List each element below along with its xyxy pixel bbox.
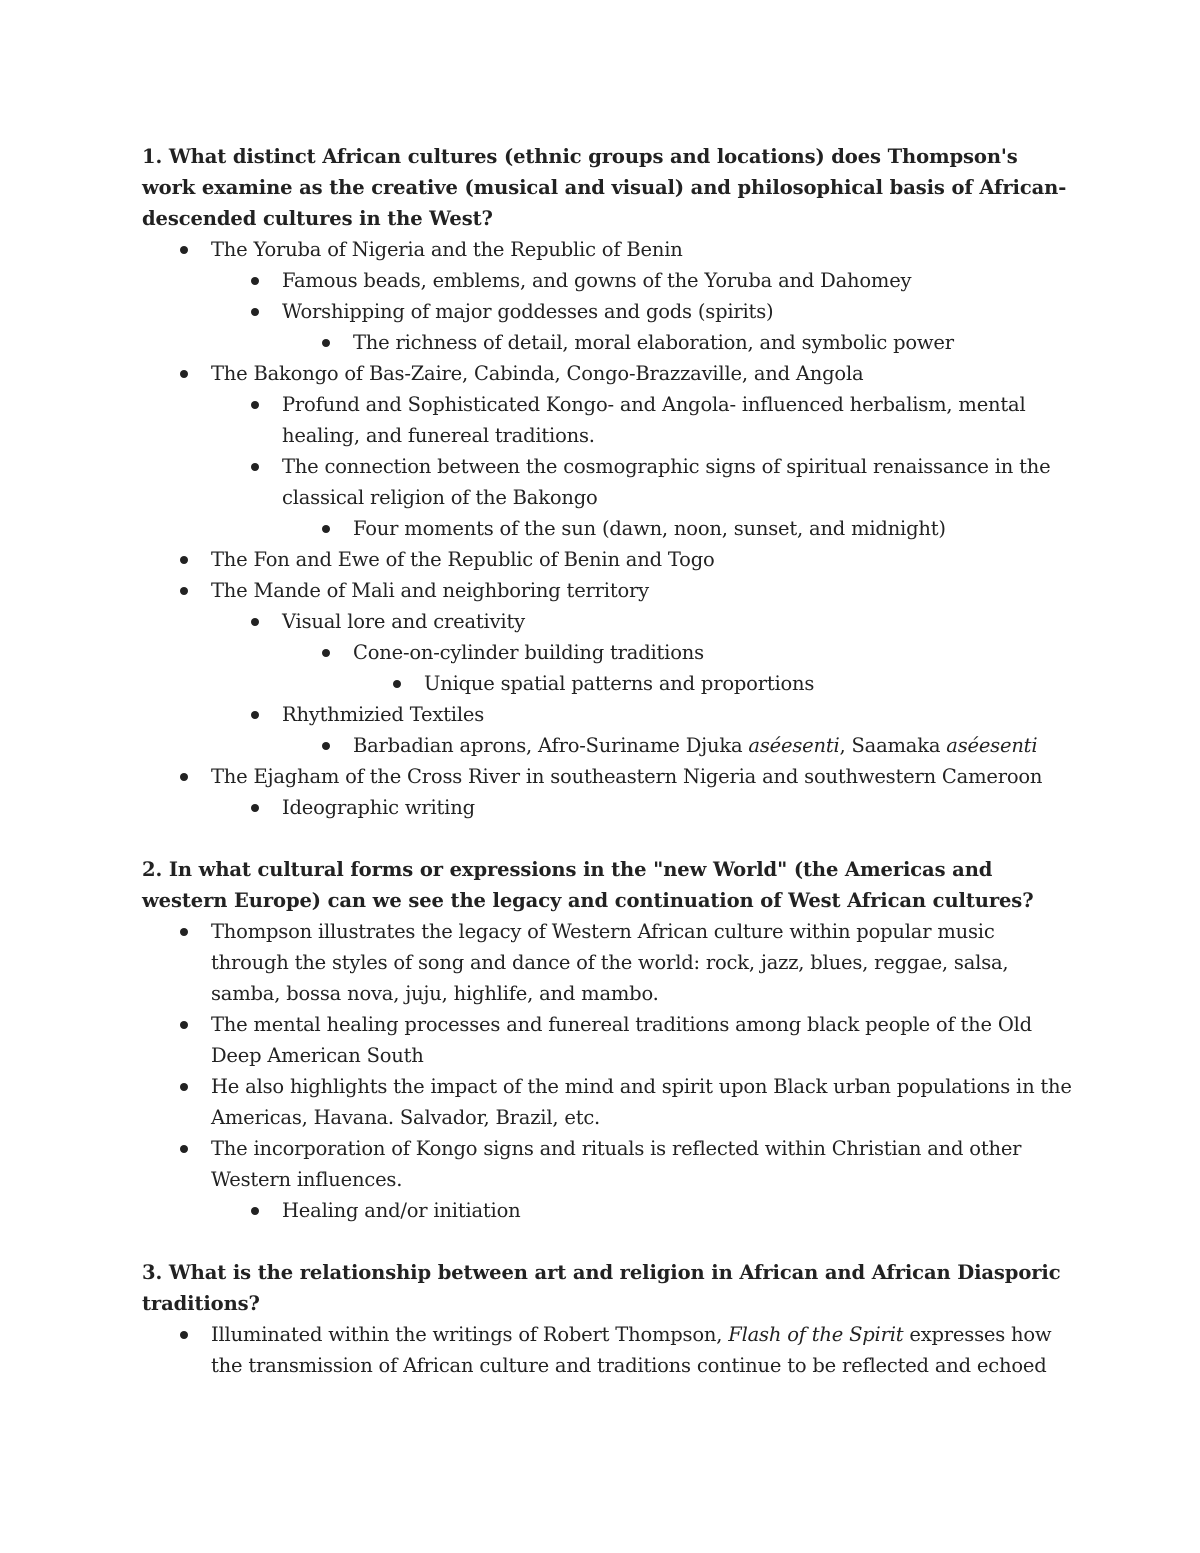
bullet-icon xyxy=(180,246,188,254)
bullet-icon xyxy=(322,649,330,657)
list-item: Thompson illustrates the legacy of Western African culture within popular music through the styles of song and dance of the world: rock, jazz, blues, reggae, salsa, samba, bossa nova, juju, highlife, and mambo. xyxy=(142,916,1072,1009)
list-item: He also highlights the impact of the mind and spirit upon Black urban populations in the Americas, Havana. Salvador, Brazil, etc. xyxy=(142,1071,1072,1133)
list-item: The mental healing processes and funereal traditions among black people of the Old Deep American South xyxy=(142,1009,1072,1071)
bullet-icon xyxy=(251,401,259,409)
list-item: The connection between the cosmographic signs of spiritual renaissance in the classical religion of the Bakongo xyxy=(142,451,1072,513)
bullet-icon xyxy=(180,773,188,781)
list-item: The Mande of Mali and neighboring territory xyxy=(142,575,1072,606)
bullet-icon xyxy=(180,1083,188,1091)
list-item: The richness of detail, moral elaboration, and symbolic power xyxy=(142,327,1072,358)
bullet-icon xyxy=(180,1145,188,1153)
list-item: Ideographic writing xyxy=(142,792,1072,823)
list-item: The Fon and Ewe of the Republic of Benin and Togo xyxy=(142,544,1072,575)
question-3-list xyxy=(142,1319,1072,1381)
list-item: Illuminated within the writings of Robert Thompson, Flash of the Spirit expresses how the transmission of African culture and traditions continue to be reflected and echoed xyxy=(142,1319,1072,1381)
list-item: Unique spatial patterns and proportions xyxy=(142,668,1072,699)
bullet-icon xyxy=(251,618,259,626)
bullet-icon xyxy=(180,1021,188,1029)
list-item: Four moments of the sun (dawn, noon, sunset, and midnight) xyxy=(142,513,1072,544)
list-item: Rhythmizied Textiles xyxy=(142,699,1072,730)
list-item: Worshipping of major goddesses and gods (spirits) xyxy=(142,296,1072,327)
bullet-icon xyxy=(251,711,259,719)
bullet-icon xyxy=(251,277,259,285)
bullet-icon xyxy=(251,804,259,812)
bullet-icon xyxy=(322,525,330,533)
question-2-title: 2. In what cultural forms or expressions in the "new World" (the Americas and western Europe) can we see the legacy and continuation of West African cultures? xyxy=(142,858,1034,912)
list-item: The incorporation of Kongo signs and rituals is reflected within Christian and other Western influences. xyxy=(142,1133,1072,1195)
question-1-title: 1. What distinct African cultures (ethnic groups and locations) does Thompson's work examine as the creative (musical and visual) and philosophical basis of African-descended cultures in the West? xyxy=(142,145,1067,230)
document-content xyxy=(142,141,1072,1381)
bullet-icon xyxy=(251,463,259,471)
bullet-icon xyxy=(393,680,401,688)
list-item: Cone-on-cylinder building traditions xyxy=(142,637,1072,668)
bullet-icon xyxy=(251,308,259,316)
question-1-list xyxy=(142,234,1072,823)
bullet-icon xyxy=(180,370,188,378)
list-item: The Ejagham of the Cross River in southeastern Nigeria and southwestern Cameroon xyxy=(142,761,1072,792)
list-item: Healing and/or initiation xyxy=(142,1195,1072,1226)
bullet-icon xyxy=(180,556,188,564)
question-2-list xyxy=(142,916,1072,1226)
list-item: Visual lore and creativity xyxy=(142,606,1072,637)
bullet-icon xyxy=(180,928,188,936)
list-item: The Bakongo of Bas-Zaire, Cabinda, Congo-Brazzaville, and Angola xyxy=(142,358,1072,389)
bullet-icon xyxy=(180,587,188,595)
bullet-icon xyxy=(251,1207,259,1215)
list-item: Famous beads, emblems, and gowns of the Yoruba and Dahomey xyxy=(142,265,1072,296)
list-item: Profund and Sophisticated Kongo- and Angola- influenced herbalism, mental healing, and funereal traditions. xyxy=(142,389,1072,451)
bullet-icon xyxy=(322,339,330,347)
question-3-title: 3. What is the relationship between art and religion in African and African Diasporic traditions? xyxy=(142,1261,1061,1315)
list-item: Barbadian aprons, Afro-Suriname Djuka aséesenti, Saamaka aséesenti xyxy=(142,730,1072,761)
bullet-icon xyxy=(322,742,330,750)
bullet-icon xyxy=(180,1331,188,1339)
list-item: The Yoruba of Nigeria and the Republic of Benin xyxy=(142,234,1072,265)
